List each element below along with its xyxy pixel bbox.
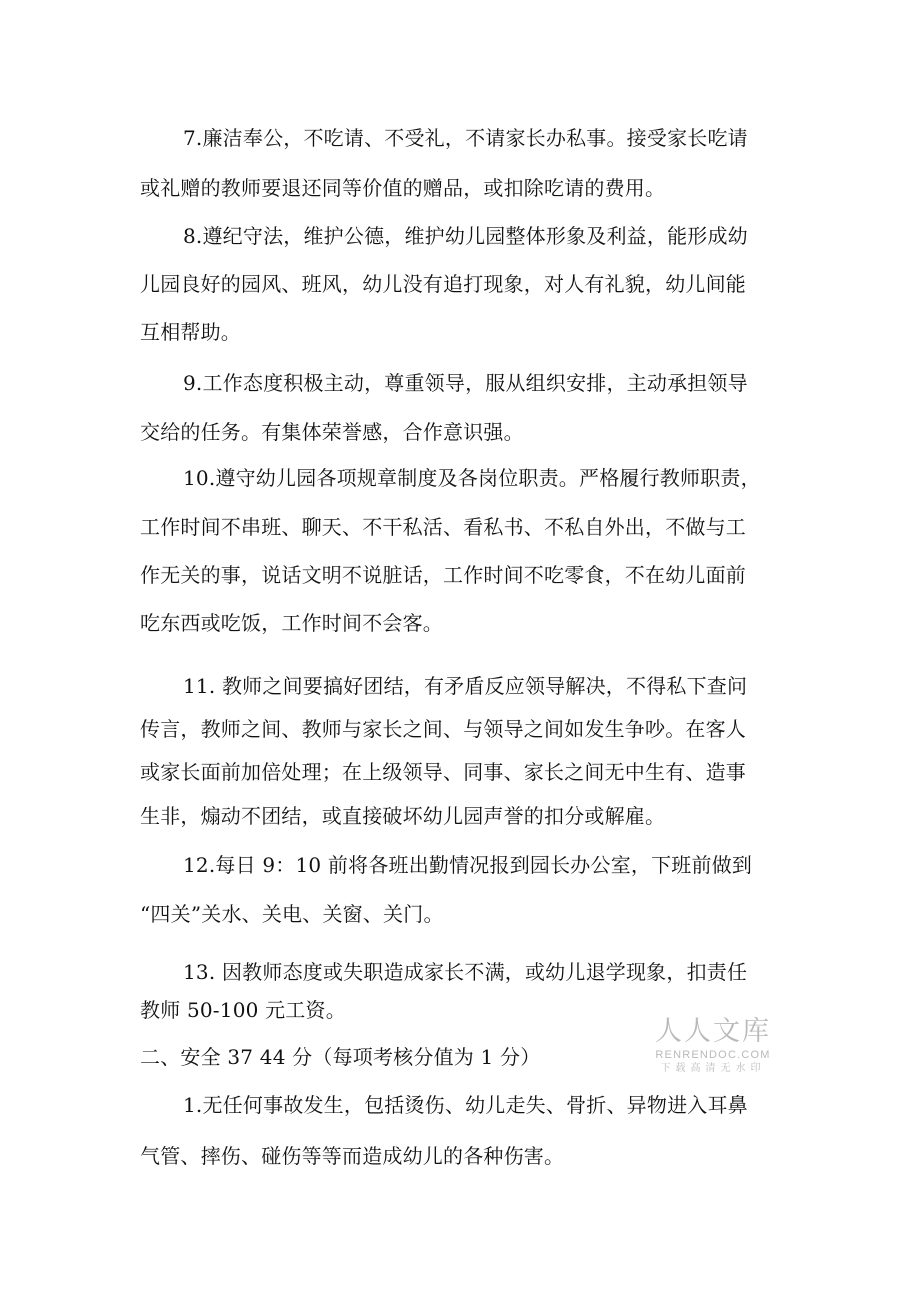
text-line: 交给的任务。有集体荣誉感，合作意识强。: [140, 420, 524, 444]
text-line: 11. 教师之间要搞好团结，有矛盾反应领导解决，不得私下查问: [183, 674, 748, 698]
text-line: 儿园良好的园风、班风，幼儿没有追打现象，对人有礼貌，幼儿间能: [140, 272, 746, 296]
text-line: 生非，煽动不团结，或直接破坏幼儿园声誉的扣分或解雇。: [140, 804, 666, 828]
text-line: 或礼赠的教师要退还同等价值的赠品，或扣除吃请的费用。: [140, 176, 666, 200]
text-line: 教师 50-100 元工资。: [140, 998, 346, 1022]
text-line: 9.工作态度积极主动，尊重领导，服从组织安排，主动承担领导: [183, 371, 748, 395]
text-line: 1.无任何事故发生，包括烫伤、幼儿走失、骨折、异物进入耳鼻: [183, 1093, 748, 1117]
text-line: 或家长面前加倍处理；在上级领导、同事、家长之间无中生有、造事: [140, 760, 746, 784]
text-line: 传言，教师之间、教师与家长之间、与领导之间如发生争吵。在客人: [140, 717, 746, 741]
text-line: 12.每日 9：10 前将各班出勤情况报到园长办公室，下班前做到: [183, 853, 753, 877]
text-line: 作无关的事，说话文明不说脏话，工作时间不吃零食，不在幼儿面前: [140, 563, 746, 587]
text-line: 气管、摔伤、碰伤等等而造成幼儿的各种伤害。: [140, 1144, 565, 1168]
text-line: “四关”关水、关电、关窗、关门。: [140, 902, 444, 926]
watermark: [648, 1016, 778, 1076]
text-line: 互相帮助。: [140, 320, 241, 344]
text-line: 工作时间不串班、聊天、不干私活、看私书、不私自外出，不做与工: [140, 515, 746, 539]
text-line: 吃东西或吃饭，工作时间不会客。: [140, 611, 443, 635]
text-line: 13. 因教师态度或失职造成家长不满，或幼儿退学现象，扣责任: [183, 960, 748, 984]
section-heading: 二、安全 37 44 分（每项考核分值为 1 分）: [140, 1045, 541, 1069]
text-line: 10.遵守幼儿园各项规章制度及各岗位职责。严格履行教师职责，: [183, 466, 761, 490]
watermark-url: RENRENDOC.COM: [655, 1049, 771, 1061]
text-line: 7.廉洁奉公，不吃请、不受礼，不请家长办私事。接受家长吃请: [183, 126, 748, 150]
text-line: 8.遵纪守法，维护公德，维护幼儿园整体形象及利益，能形成幼: [183, 224, 748, 248]
watermark-logo-text: 人人文库: [655, 1016, 771, 1047]
watermark-subtitle: 下载高清无水印: [660, 1063, 766, 1074]
